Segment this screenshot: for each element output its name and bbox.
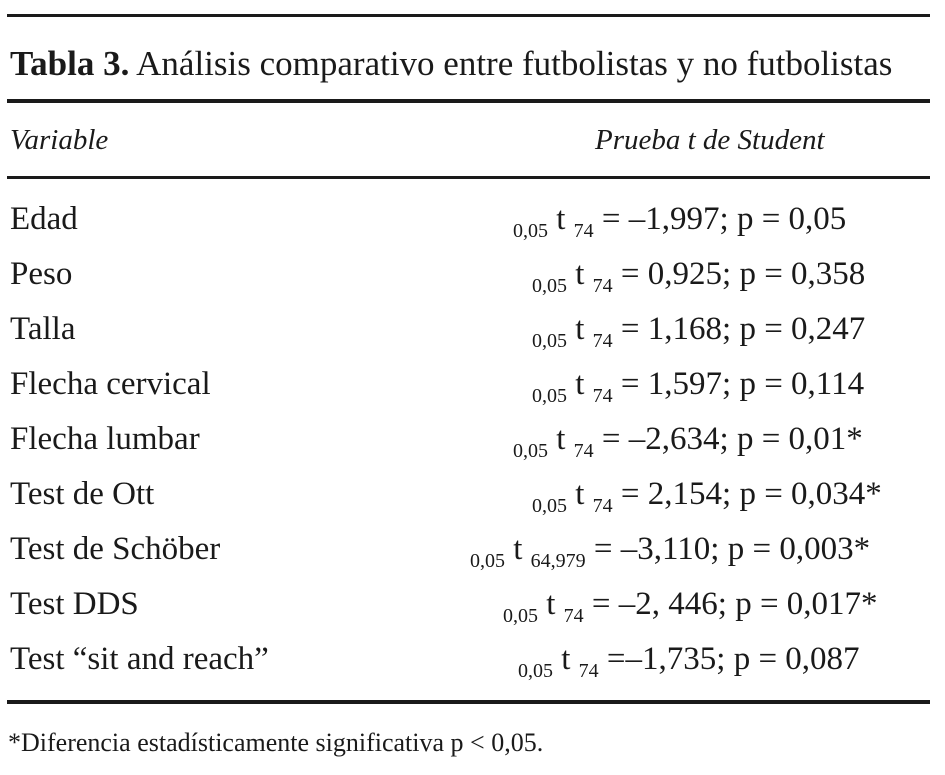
row-statistic: [532, 302, 865, 361]
alpha-subscript: 0,05: [513, 440, 548, 462]
t-symbol: t: [567, 366, 593, 402]
df-subscript: 74: [563, 605, 584, 627]
row-variable: Talla: [10, 311, 76, 347]
df-subscript: 74: [592, 495, 613, 517]
table-row: [0, 302, 945, 357]
table-row: [0, 192, 945, 247]
bottom-rule: [7, 700, 930, 704]
column-header-test: Prueba t de Student: [595, 124, 825, 156]
df-subscript: 74: [573, 220, 594, 242]
table-row: [0, 357, 945, 412]
t-symbol: t: [505, 531, 531, 567]
alpha-subscript: 0,05: [532, 495, 567, 517]
top-rule: [7, 14, 930, 17]
df-subscript: 74: [592, 275, 613, 297]
row-statistic: [513, 412, 863, 471]
row-statistic: [518, 632, 860, 691]
t-symbol: t: [567, 311, 593, 347]
title-rule: [7, 99, 930, 103]
table-row: [0, 522, 945, 577]
row-result: = –2, 446; p = 0,017*: [583, 586, 878, 622]
row-variable: Test “sit and reach”: [10, 641, 269, 677]
alpha-subscript: 0,05: [518, 660, 553, 682]
alpha-subscript: 0,05: [503, 605, 538, 627]
alpha-subscript: 0,05: [532, 385, 567, 407]
column-header-variable: Variable: [10, 124, 109, 156]
row-variable: Flecha lumbar: [10, 421, 200, 457]
df-subscript: 64,979: [530, 550, 586, 572]
table-row: [0, 632, 945, 687]
row-statistic: [532, 467, 882, 526]
row-result: = 2,154; p = 0,034*: [612, 476, 882, 512]
table-row: [0, 412, 945, 467]
df-subscript: 74: [592, 330, 613, 352]
row-result: =–1,735; p = 0,087: [598, 641, 860, 677]
header-rule: [7, 176, 930, 179]
row-statistic: [503, 577, 878, 636]
row-statistic: [513, 192, 846, 251]
row-statistic: [532, 247, 865, 306]
table-row: [0, 247, 945, 302]
alpha-subscript: 0,05: [532, 275, 567, 297]
row-result: = 1,168; p = 0,247: [612, 311, 866, 347]
row-result: = –1,997; p = 0,05: [593, 201, 847, 237]
table-row: [0, 467, 945, 522]
t-symbol: t: [538, 586, 564, 622]
alpha-subscript: 0,05: [470, 550, 505, 572]
row-result: = –2,634; p = 0,01*: [593, 421, 863, 457]
t-symbol: t: [567, 476, 593, 512]
alpha-subscript: 0,05: [532, 330, 567, 352]
df-subscript: 74: [578, 660, 599, 682]
alpha-subscript: 0,05: [513, 220, 548, 242]
row-variable: Edad: [10, 201, 78, 237]
row-variable: Test DDS: [10, 586, 139, 622]
table-row: [0, 577, 945, 632]
row-result: = 1,597; p = 0,114: [612, 366, 865, 402]
t-symbol: t: [548, 201, 574, 237]
row-result: = –3,110; p = 0,003*: [585, 531, 871, 567]
table-footnote: *Diferencia estadísticamente significativa p < 0,05.: [8, 728, 544, 757]
t-symbol: t: [553, 641, 579, 677]
row-result: = 0,925; p = 0,358: [612, 256, 866, 292]
table-title-text: Análisis comparativo entre futbolistas y no futbolistas: [129, 44, 893, 83]
row-variable: Flecha cervical: [10, 366, 211, 402]
row-variable: Test de Ott: [10, 476, 155, 512]
df-subscript: 74: [573, 440, 594, 462]
row-variable: Test de Schöber: [10, 531, 221, 567]
table-title-label: Tabla 3.: [10, 44, 130, 83]
row-variable: Peso: [10, 256, 73, 292]
row-statistic: [470, 522, 870, 581]
df-subscript: 74: [592, 385, 613, 407]
t-symbol: t: [567, 256, 593, 292]
row-statistic: [532, 357, 864, 416]
table-title: [10, 40, 892, 88]
t-symbol: t: [548, 421, 574, 457]
